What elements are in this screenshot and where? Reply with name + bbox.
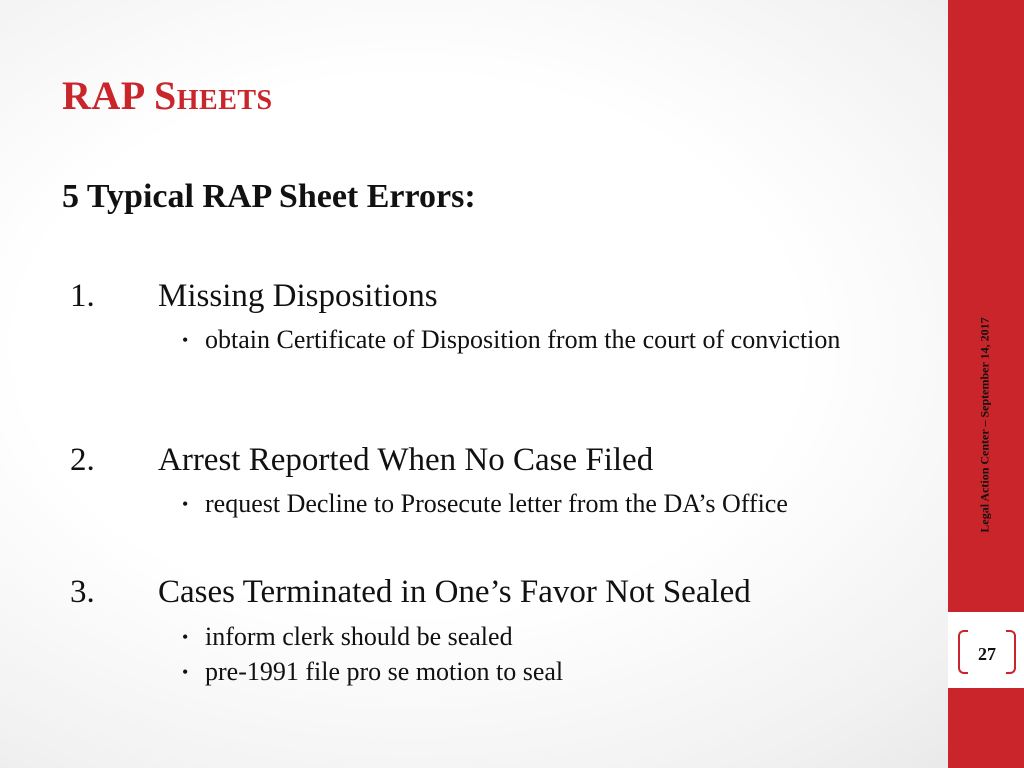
bullet-icon: • [182, 494, 189, 514]
footer-text: Legal Action Center – September 14, 2017 [977, 317, 992, 533]
list-item-number: 3. [70, 574, 95, 610]
sub-bullet-text: obtain Certificate of Disposition from the court of conviction [205, 325, 841, 354]
sub-bullet-text: pre-1991 file pro se motion to seal [205, 657, 564, 686]
list-item-text: Cases Terminated in One’s Favor Not Sealed [158, 574, 751, 610]
list-item-text: Arrest Reported When No Case Filed [158, 442, 654, 478]
bullet-icon: • [182, 627, 189, 647]
page-number: 27 [978, 644, 996, 664]
list-item-number: 1. [70, 278, 95, 314]
bullet-icon: • [182, 330, 189, 350]
page-number-frame [958, 628, 1016, 676]
slide-title: RAP Sheets [62, 73, 273, 118]
slide-subtitle: 5 Typical RAP Sheet Errors: [62, 178, 476, 215]
list-item-text: Missing Dispositions [158, 278, 438, 314]
list-item-number: 2. [70, 442, 95, 478]
sub-bullet-text: request Decline to Prosecute letter from the DA’s Office [205, 489, 788, 518]
right-bracket-icon [1006, 630, 1016, 674]
left-bracket-icon [958, 630, 968, 674]
sub-bullet-text: inform clerk should be sealed [205, 622, 513, 651]
bullet-icon: • [182, 662, 189, 682]
